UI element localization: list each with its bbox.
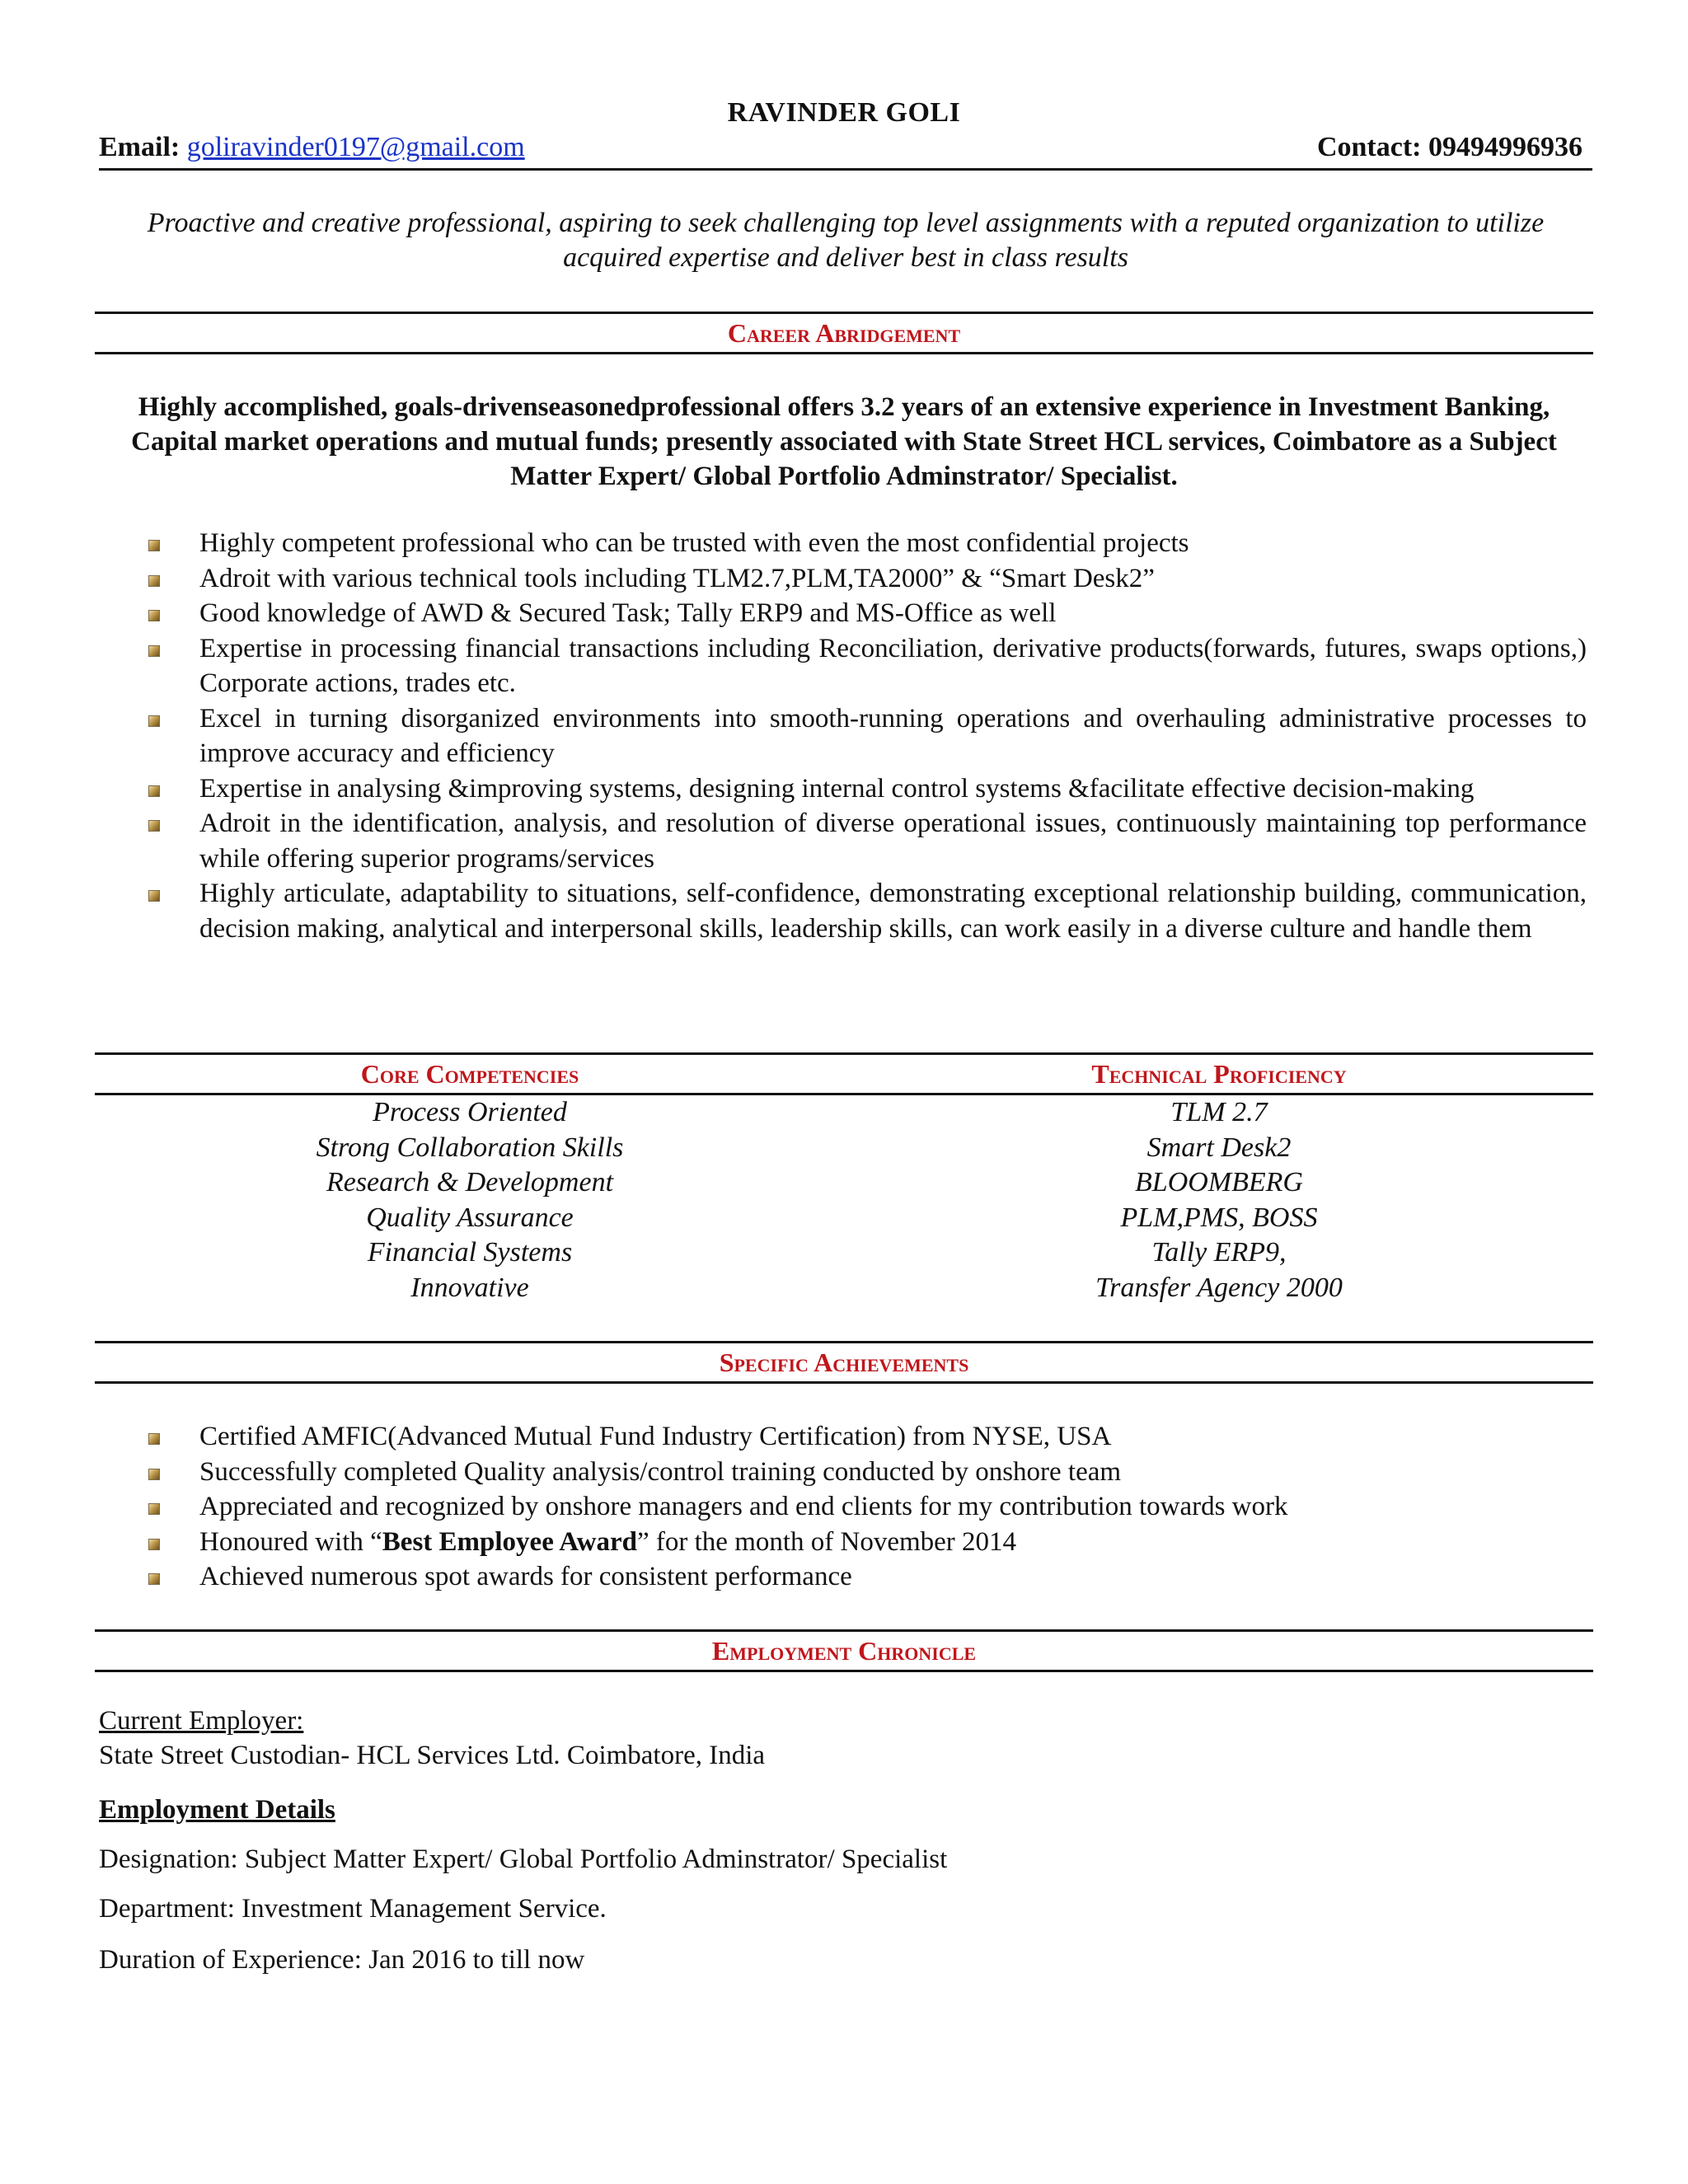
- employment-heading: Employment Chronicle: [95, 1629, 1593, 1672]
- employment-details-label: Employment Details: [99, 1795, 335, 1825]
- list-item: Highly articulate, adaptability to situations, self-confidence, demonstrating exceptional relationship building, communication, decision making, analytical and interpersonal skills, leadership skills, can work easily in a diverse culture and handle them: [148, 876, 1587, 946]
- list-item: BLOOMBERG: [1135, 1167, 1303, 1197]
- objective-statement: Proactive and creative professional, aspiring to seek challenging top level assignments with a reputed organization to utilize acquired expertise and deliver best in class results: [147, 208, 1545, 273]
- core-competencies-heading: Core Competencies: [360, 1059, 579, 1089]
- list-item: TLM 2.7: [1170, 1097, 1268, 1127]
- list-item: Research & Development: [326, 1167, 614, 1197]
- technical-proficiency-heading: Technical Proficiency: [1091, 1059, 1347, 1089]
- list-item: Excel in turning disorganized environments into smooth-running operations and overhauling administrative processes to improve accuracy and efficiency: [148, 701, 1587, 771]
- bullet-icon: [148, 785, 160, 797]
- email-line: [99, 132, 525, 163]
- list-item: Innovative: [410, 1272, 529, 1303]
- contact-number: 09494996936: [1428, 132, 1582, 162]
- list-item: Quality Assurance: [366, 1202, 574, 1233]
- list-item: Process Oriented: [373, 1097, 567, 1127]
- contact-label: Contact:: [1316, 132, 1422, 162]
- bullet-icon: [148, 1539, 160, 1550]
- list-item: Honoured with “Best Employee Award” for the month of November 2014: [148, 1525, 1587, 1560]
- contact-line: [1317, 132, 1582, 163]
- list-item: Adroit in the identification, analysis, and resolution of diverse operational issues, continuously maintaining top performance while offering superior programs/services: [148, 806, 1587, 876]
- department: Department: Investment Management Service.: [99, 1894, 607, 1924]
- bullet-icon: [148, 1503, 160, 1515]
- career-bullets: [148, 526, 1587, 946]
- bullet-icon: [148, 890, 160, 902]
- bullet-icon: [148, 1433, 160, 1445]
- technical-proficiency-list: [845, 1095, 1593, 1305]
- award-name: Best Employee Award: [382, 1526, 637, 1557]
- list-item: Transfer Agency 2000: [1095, 1272, 1343, 1303]
- list-item: Expertise in processing financial transactions including Reconciliation, derivative products(forwards, futures, swaps options,) Corporate actions, trades etc.: [148, 631, 1587, 701]
- achievements-bullets: [148, 1419, 1587, 1595]
- list-item: PLM,PMS, BOSS: [1120, 1202, 1318, 1233]
- bullet-icon: [148, 575, 160, 587]
- list-item: Appreciated and recognized by onshore managers and end clients for my contribution towards work: [148, 1489, 1587, 1525]
- achievements-heading: Specific Achievements: [95, 1341, 1593, 1384]
- employer-name: State Street Custodian- HCL Services Ltd. Coimbatore, India: [99, 1741, 766, 1770]
- career-heading: Career Abridgement: [95, 312, 1593, 354]
- list-item: Financial Systems: [367, 1237, 573, 1268]
- email-label: Email:: [99, 132, 181, 162]
- bullet-icon: [148, 715, 160, 727]
- bullet-icon: [148, 1469, 160, 1480]
- bullet-icon: [148, 645, 160, 657]
- bullet-icon: [148, 610, 160, 621]
- list-item: Strong Collaboration Skills: [316, 1132, 624, 1163]
- contact-bar: [99, 132, 1592, 171]
- current-employer-label: Current Employer:: [99, 1706, 304, 1736]
- bullet-icon: [148, 820, 160, 832]
- list-item: Certified AMFIC(Advanced Mutual Fund Industry Certification) from NYSE, USA: [148, 1419, 1587, 1455]
- duration: Duration of Experience: Jan 2016 to till now: [99, 1945, 585, 1975]
- skills-heading-bar: [95, 1052, 1593, 1095]
- list-item: Adroit with various technical tools including TLM2.7,PLM,TA2000” & “Smart Desk2”: [148, 561, 1587, 597]
- list-item: Good knowledge of AWD & Secured Task; Tally ERP9 and MS-Office as well: [148, 596, 1587, 631]
- bullet-icon: [148, 1573, 160, 1585]
- list-item: Smart Desk2: [1146, 1132, 1292, 1163]
- candidate-name: RAVINDER GOLI: [727, 97, 961, 128]
- list-item: Successfully completed Quality analysis/control training conducted by onshore team: [148, 1455, 1587, 1490]
- list-item: Tally ERP9,: [1151, 1237, 1287, 1268]
- career-summary: Highly accomplished, goals-drivenseasonedprofessional offers 3.2 years of an extensive experience in Investment Banking, Capital market operations and mutual funds; presently associated with State Street HCL services, Coimbatore as a Subject Matter Expert/ Global Portfolio Adminstrator/ Specialist.: [131, 392, 1557, 491]
- list-item: Achieved numerous spot awards for consistent performance: [148, 1559, 1587, 1595]
- list-item: Expertise in analysing &improving systems, designing internal control systems &facilitate effective decision-making: [148, 771, 1587, 807]
- email-link[interactable]: goliravinder0197@gmail.com: [186, 132, 525, 162]
- list-item: Highly competent professional who can be trusted with even the most confidential projects: [148, 526, 1587, 561]
- bullet-icon: [148, 540, 160, 551]
- designation: Designation: Subject Matter Expert/ Global Portfolio Adminstrator/ Specialist: [99, 1844, 948, 1874]
- core-competencies-list: [95, 1095, 845, 1305]
